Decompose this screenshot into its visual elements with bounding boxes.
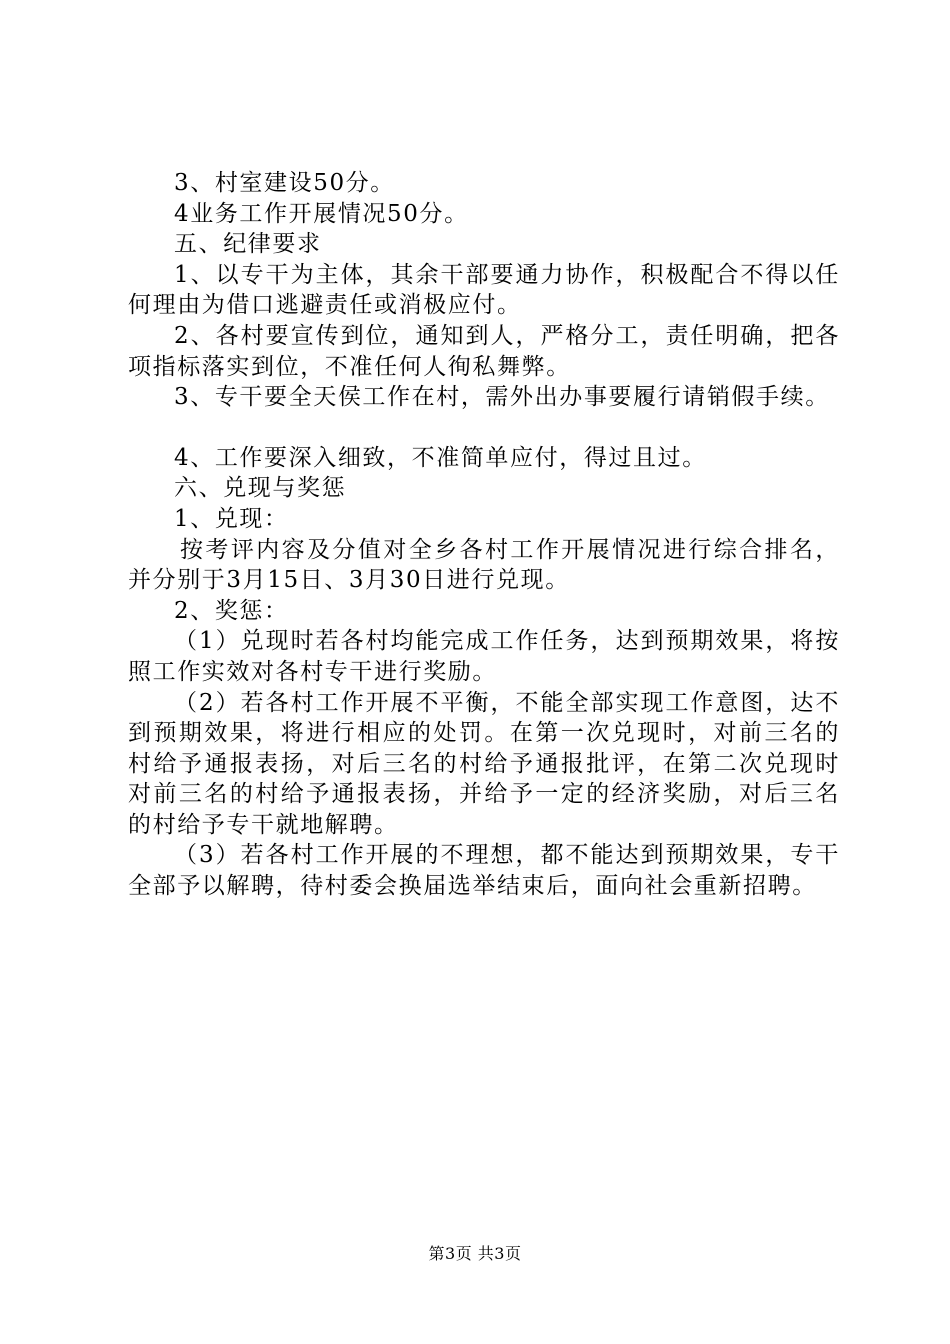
subheading-cash-out: 1、兑现： (174, 505, 289, 532)
paragraph-ranking: 按考评内容及分值对全乡各村工作开展情况进行综合排名，并分别于3月15日、3月30日进行兑现。 (128, 536, 840, 594)
paragraph-discipline-3: 3、专干要全天侯工作在村，需外出办事要履行请销假手续。 (174, 384, 830, 411)
section-heading-rewards: 六、兑现与奖惩 (174, 475, 347, 502)
paragraph-discipline-2: 2、各村要宣传到位，通知到人，严格分工，责任明确，把各项指标落实到位，不准任何人徇私舞弊。 (128, 322, 840, 380)
paragraph-reward-3: （3）若各村工作开展的不理想，都不能达到预期效果，专干全部予以解聘，待村委会换届选举结束后，面向社会重新招聘。 (128, 842, 840, 900)
paragraph-discipline-4: 4、工作要深入细致，不准简单应付，得过且过。 (174, 444, 707, 471)
paragraph-discipline-1: 1、以专干为主体，其余干部要通力协作，积极配合不得以任何理由为借口逃避责任或消极应付。 (128, 261, 840, 319)
document-body (128, 168, 840, 902)
paragraph-reward-1: （1）兑现时若各村均能完成工作任务，达到预期效果，将按照工作实效对各村专干进行奖励。 (128, 628, 840, 685)
paragraph-score-village-room: 3、村室建设50分。 (174, 170, 395, 196)
paragraph-score-business-work: 4业务工作开展情况50分。 (174, 200, 469, 227)
paragraph-reward-2: （2）若各村工作开展不平衡，不能全部实现工作意图，达不到预期效果，将进行相应的处罚。在第一次兑现时，对前三名的村给予通报表扬，对后三名的村给予通报批评，在第二次兑现时对前三名的村给予通报表扬，并给予一定的经济奖励，对后三名的村给予专干就地解聘。 (128, 689, 840, 838)
subheading-rewards-penalties: 2、奖惩： (174, 597, 289, 624)
page-number-footer: 第3页 共3页 (428, 1244, 522, 1263)
section-heading-discipline: 五、纪律要求 (174, 231, 322, 258)
